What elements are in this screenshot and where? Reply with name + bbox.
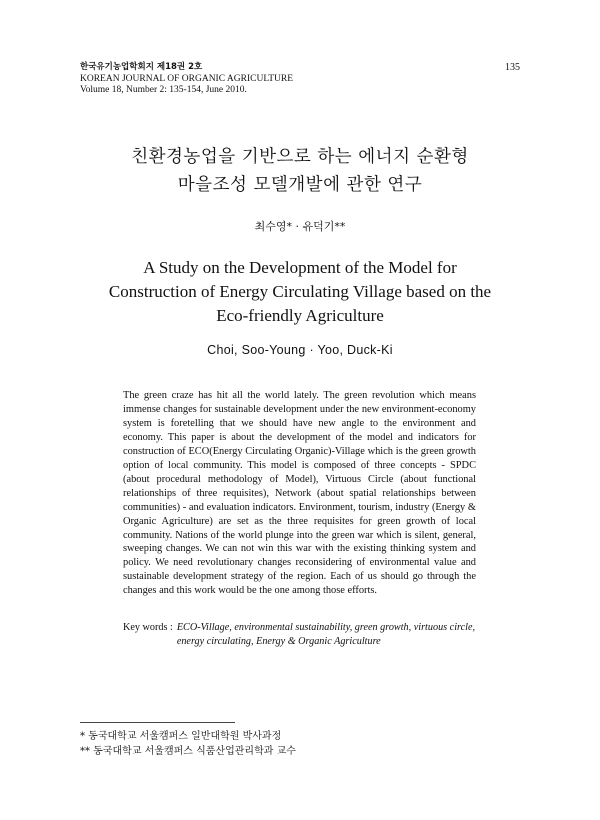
korean-authors: 최수영* · 유덕기**: [254, 220, 346, 233]
korean-title: [0, 143, 600, 199]
korean-title-line-2: 마을조성 모델개발에 관한 연구: [177, 175, 423, 195]
footnotes: [80, 729, 296, 759]
journal-name-korean: 한국유기농업학회지 제18권 2호: [80, 62, 203, 72]
english-title: [0, 256, 600, 328]
english-title-line-2: Construction of Energy Circulating Village based on the: [108, 282, 492, 301]
abstract-text: The green craze has hit all the world lately. The green revolution which means immense changes for sustainable development under the new environment-economy system is foretelling that we should have new angle to the environment and economy. This paper is about the development of the model and indicators for construction of ECO(Energy Circulating Organic)-Village which is the green growth option of local community. This model is composed of three concepts - SPDC (about procedural methodology of Model), Virtuous Circle (about functional relationships of three requisites), Network (about spatial relationships between communities) - and evaluation indicators. Environment, tourism, industry (Energy & Organic Agriculture) are set as the three requisites for green growth of local community. Nations of the world plunge into the green war which is silent, general, sweeping changes. We can not win this war with the existing thinking system and policy. We need revolutionary changes reconsidering of environmental value and sustainable development strategy of the region. Each of us should go through the changes and this work would be the one among those efforts.: [123, 390, 476, 597]
keywords-label: Key words :: [123, 622, 173, 633]
journal-header: [80, 62, 293, 97]
volume-info: Volume 18, Number 2: 135-154, June 2010.: [80, 85, 247, 95]
footnote-divider: [80, 722, 235, 723]
footnote-1: * 동국대학교 서울캠퍼스 일반대학원 박사과정: [80, 731, 282, 742]
journal-name-english: KOREAN JOURNAL OF ORGANIC AGRICULTURE: [80, 73, 294, 84]
korean-title-line-1: 친환경농업을 기반으로 하는 에너지 순환형: [131, 147, 469, 167]
english-title-line-3: Eco-friendly Agriculture: [216, 306, 384, 325]
keywords: [123, 621, 476, 649]
keywords-list: ECO-Village, environmental sustainability, green growth, virtuous circle, energy circulating, Energy & Organic Agriculture: [176, 622, 476, 647]
footnote-2: ** 동국대학교 서울캠퍼스 식품산업관리학과 교수: [80, 746, 296, 757]
english-title-line-1: A Study on the Development of the Model for: [143, 258, 457, 277]
page-number: 135: [505, 62, 520, 73]
english-authors: Choi, Soo-Young · Yoo, Duck-Ki: [207, 343, 393, 357]
